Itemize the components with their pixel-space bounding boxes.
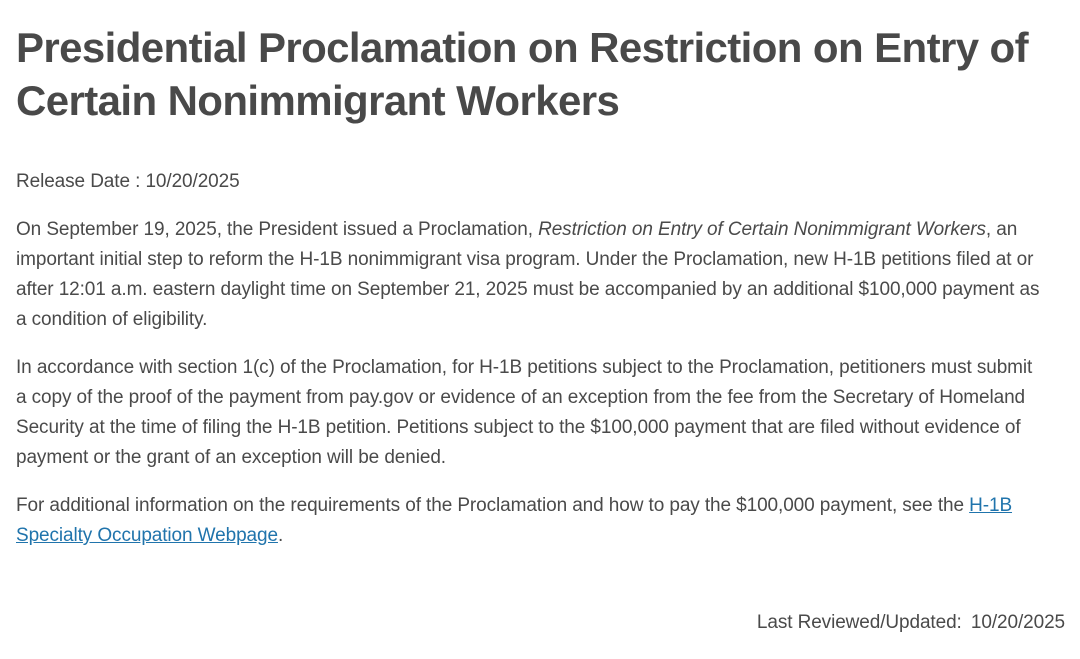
paragraph-3-text-before: For additional information on the requirements of the Proclamation and how to pay the $100,000 payment, see the — [16, 495, 970, 516]
paragraph-1-text-before: On September 19, 2025, the President issued a Proclamation, — [16, 219, 539, 240]
last-reviewed-value: 10/20/2025 — [970, 612, 1065, 633]
proclamation-title-italic: Restriction on Entry of Certain Nonimmigrant Workers — [538, 219, 986, 240]
h1b-specialty-occupation-link[interactable]: H-1B Specialty Occupation Webpage — [16, 495, 1013, 546]
release-date — [16, 167, 1042, 197]
paragraph-additional-info — [16, 491, 1042, 551]
paragraph-3-text-after: . — [277, 525, 284, 546]
paragraph-1-text-after: , an important initial step to reform the H-1B nonimmigrant visa program. Under the Proclamation, new H-1B petitions filed at or after 12:01 a.m. eastern daylight time on September 21, 2025 must be accompanied by an additional $100,000 payment as a condition of eligibility. — [16, 219, 1040, 330]
release-date-value: 10/20/2025 — [145, 171, 240, 192]
last-reviewed-label: Last Reviewed/Updated: — [756, 612, 967, 633]
release-date-label: Release Date : — [16, 171, 146, 192]
paragraph-payment-proof: In accordance with section 1(c) of the Proclamation, for H-1B petitions subject to the Proclamation, petitioners must submit a copy of the proof of the payment from pay.gov or evidence of an exception from the fee from the Secretary of Homeland Security at the time of filing the H-1B petition. Petitions subject to the $100,000 payment that are filed without evidence of payment or the grant of an exception will be denied. — [16, 357, 1033, 468]
paragraph-proclamation-overview — [16, 215, 1042, 335]
page-title: Presidential Proclamation on Restriction on Entry of Certain Nonimmigrant Workers — [16, 24, 1028, 124]
last-reviewed — [757, 612, 1065, 634]
